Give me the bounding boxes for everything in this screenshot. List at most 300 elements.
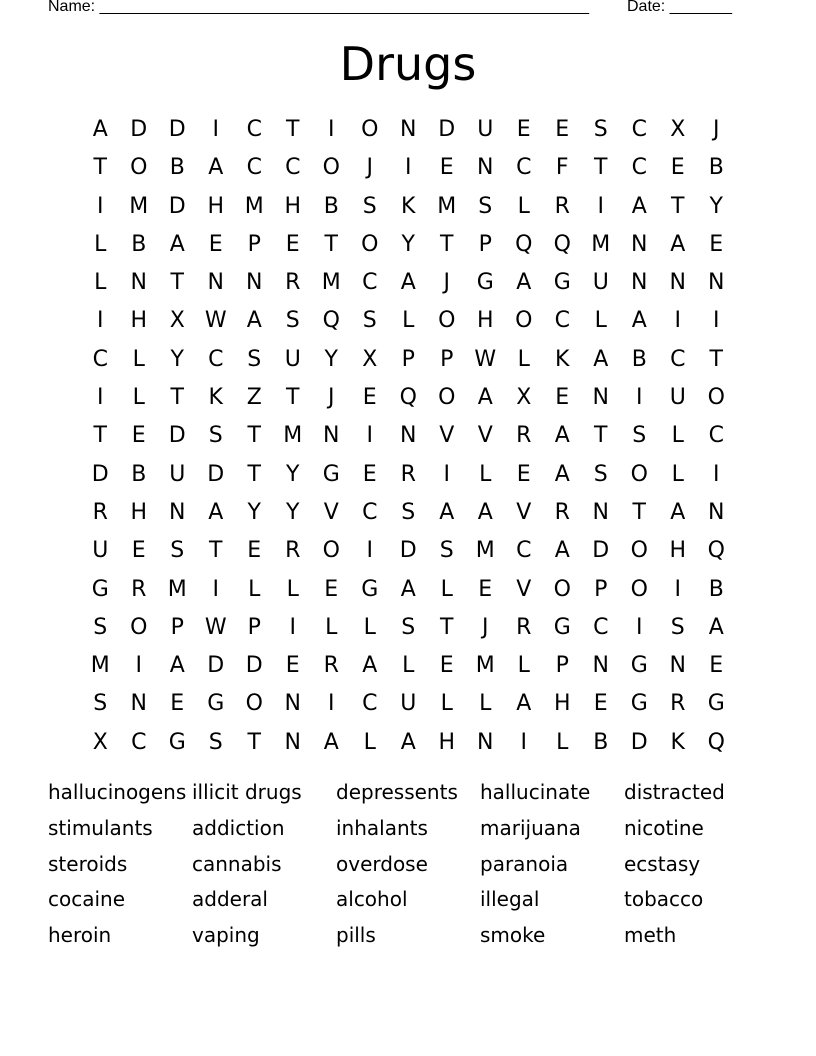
grid-letter: L — [363, 729, 376, 755]
grid-letter: Y — [401, 231, 415, 257]
grid-letter: I — [405, 155, 412, 181]
grid-letter: P — [555, 653, 569, 679]
grid-letter: J — [482, 614, 489, 640]
grid-letter: J — [713, 117, 720, 142]
grid-letter: X — [670, 117, 686, 142]
grid-letter: R — [285, 270, 301, 296]
grid-letter: O — [707, 385, 725, 411]
grid-letter: P — [401, 346, 415, 372]
grid-letter: A — [554, 461, 570, 487]
grid-letter: M — [90, 653, 110, 679]
grid-letter: C — [362, 270, 378, 296]
grid-letter: Z — [246, 385, 262, 411]
grid-letter: Y — [709, 193, 723, 219]
grid-letter: L — [517, 346, 530, 372]
grid-letter: H — [130, 499, 148, 525]
grid-letter: T — [324, 231, 338, 257]
word-list-item: vaping — [192, 923, 260, 948]
word-list-item: marijuana — [480, 815, 581, 840]
grid-letter: I — [713, 308, 720, 334]
grid-letter: I — [520, 729, 527, 755]
grid-letter: H — [284, 193, 302, 219]
grid-letter: S — [285, 308, 300, 334]
grid-letter: E — [439, 155, 454, 181]
grid-letter: A — [169, 231, 185, 257]
grid-letter: I — [97, 308, 104, 334]
grid-letter: D — [168, 193, 186, 219]
grid-letter: O — [630, 576, 648, 602]
grid-letter: L — [286, 576, 299, 602]
grid-letter: N — [592, 385, 609, 411]
grid-letter: W — [204, 308, 227, 334]
grid-letter: C — [516, 155, 532, 181]
grid-letter: D — [399, 538, 417, 564]
grid-letter: O — [130, 614, 148, 640]
word-list-item: paranoia — [480, 851, 569, 876]
grid-letter: S — [478, 193, 493, 219]
word-list-item: illegal — [480, 887, 540, 912]
grid-letter: A — [708, 614, 724, 640]
grid-letter: R — [131, 576, 147, 602]
word-list-item: hallucinogens — [48, 780, 187, 804]
grid-letter: T — [247, 729, 261, 755]
grid-letter: O — [322, 538, 340, 564]
grid-letter: A — [631, 308, 647, 334]
grid-letter: N — [169, 499, 186, 525]
grid-letter: C — [631, 117, 647, 142]
grid-letter: F — [555, 155, 569, 181]
grid-letter: G — [361, 576, 379, 602]
grid-letter: I — [328, 117, 335, 142]
word-list-item: distracted — [624, 780, 725, 804]
grid-letter: Y — [324, 346, 338, 372]
grid-letter: X — [516, 385, 532, 411]
grid-letter: O — [515, 308, 533, 334]
grid-letter: X — [362, 346, 378, 372]
grid-letter: C — [246, 117, 262, 142]
grid-letter: Y — [286, 461, 300, 487]
grid-letter: A — [516, 691, 532, 717]
grid-letter: S — [93, 614, 108, 640]
grid-letter: A — [477, 499, 493, 525]
grid-letter: N — [130, 270, 147, 296]
grid-letter: H — [669, 538, 687, 564]
grid-letter: T — [671, 193, 685, 219]
grid-letter: Q — [399, 385, 417, 411]
grid-letter: S — [439, 538, 454, 564]
word-list-item: stimulants — [48, 815, 153, 840]
grid-letter: J — [328, 385, 335, 411]
word-list-item: hallucinate — [480, 780, 591, 804]
grid-letter: S — [208, 423, 223, 449]
grid-letter: A — [400, 729, 416, 755]
grid-letter: D — [438, 117, 456, 142]
grid-letter: E — [170, 691, 185, 717]
grid-letter: G — [207, 691, 225, 717]
grid-letter: G — [476, 270, 494, 296]
grid-letter: E — [362, 385, 377, 411]
grid-letter: T — [709, 346, 723, 372]
grid-letter: S — [247, 346, 262, 372]
grid-letter: P — [478, 231, 492, 257]
grid-letter: I — [674, 576, 681, 602]
grid-letter: V — [516, 499, 532, 525]
grid-letter: E — [247, 538, 262, 564]
grid-letter: S — [593, 117, 608, 142]
grid-letter: I — [212, 576, 219, 602]
grid-letter: O — [630, 538, 648, 564]
grid-letter: R — [516, 614, 532, 640]
grid-letter: R — [400, 461, 416, 487]
grid-letter: A — [208, 155, 224, 181]
grid-letter: P — [170, 614, 184, 640]
grid-letter: N — [708, 270, 725, 296]
grid-letter: L — [479, 461, 492, 487]
grid-letter: D — [91, 461, 109, 487]
grid-letter: E — [362, 461, 377, 487]
grid-letter: X — [169, 308, 185, 334]
grid-letter: L — [517, 653, 530, 679]
word-list-item: illicit drugs — [192, 780, 302, 804]
grid-letter: M — [129, 193, 149, 219]
word-list-item: depressents — [336, 780, 458, 804]
grid-letter: I — [674, 308, 681, 334]
grid-letter: D — [630, 729, 648, 755]
grid-letter: A — [362, 653, 378, 679]
grid-letter: D — [207, 653, 225, 679]
word-list — [48, 775, 768, 954]
grid-letter: K — [670, 729, 685, 755]
grid-letter: T — [286, 117, 300, 142]
grid-letter: O — [630, 461, 648, 487]
grid-letter: L — [402, 653, 415, 679]
grid-letter: R — [516, 423, 532, 449]
grid-letter: B — [593, 729, 609, 755]
grid-letter: L — [440, 576, 453, 602]
grid-letter: A — [554, 538, 570, 564]
name-field: Name: _______________________________________________________ — [48, 0, 589, 15]
grid-letter: M — [437, 193, 457, 219]
grid-letter: N — [246, 270, 263, 296]
grid-letter: P — [594, 576, 608, 602]
grid-letter: C — [516, 538, 532, 564]
grid-letter: H — [476, 308, 494, 334]
grid-letter: C — [708, 423, 724, 449]
grid-letter: R — [323, 653, 339, 679]
grid-letter: T — [594, 423, 608, 449]
grid-letter: I — [636, 385, 643, 411]
grid-letter: A — [593, 346, 609, 372]
grid-letter: E — [208, 231, 223, 257]
date-field: Date: _______ — [627, 0, 732, 15]
grid-letter: D — [592, 538, 610, 564]
grid-letter: I — [597, 193, 604, 219]
grid-letter: C — [246, 155, 262, 181]
grid-letter: P — [440, 346, 454, 372]
grid-letter: K — [401, 193, 416, 219]
grid-letter: B — [708, 155, 724, 181]
grid-letter: T — [170, 385, 184, 411]
grid-letter: V — [516, 576, 532, 602]
grid-letter: S — [170, 538, 185, 564]
grid-letter: A — [670, 499, 686, 525]
grid-letter: O — [438, 385, 456, 411]
grid-letter: N — [400, 423, 417, 449]
grid-letter: N — [130, 691, 147, 717]
grid-letter: C — [362, 691, 378, 717]
word-list-item: meth — [624, 923, 677, 948]
grid-letter: R — [92, 499, 108, 525]
grid-letter: A — [554, 423, 570, 449]
grid-letter: I — [97, 385, 104, 411]
grid-letter: W — [474, 346, 497, 372]
grid-letter: O — [322, 155, 340, 181]
grid-letter: G — [630, 653, 648, 679]
grid-letter: A — [169, 653, 185, 679]
grid-letter: D — [168, 423, 186, 449]
grid-letter: C — [631, 155, 647, 181]
grid-letter: I — [289, 614, 296, 640]
grid-letter: C — [208, 346, 224, 372]
grid-letter: E — [516, 461, 531, 487]
grid-letter: B — [131, 461, 147, 487]
grid-letter: O — [553, 576, 571, 602]
letter-grid — [81, 111, 736, 762]
grid-letter: E — [709, 231, 724, 257]
grid-letter: U — [284, 346, 301, 372]
grid-letter: S — [362, 308, 377, 334]
grid-letter: O — [245, 691, 263, 717]
word-list-item: addiction — [192, 815, 285, 840]
grid-letter: L — [556, 729, 569, 755]
grid-letter: A — [670, 231, 686, 257]
grid-letter: H — [130, 308, 148, 334]
grid-letter: V — [439, 423, 455, 449]
word-list-item: smoke — [480, 923, 546, 948]
grid-letter: S — [401, 499, 416, 525]
grid-letter: A — [516, 270, 532, 296]
grid-letter: L — [363, 614, 376, 640]
grid-letter: Q — [515, 231, 533, 257]
grid-letter: S — [670, 614, 685, 640]
grid-letter: B — [631, 346, 647, 372]
grid-letter: A — [208, 499, 224, 525]
grid-letter: X — [92, 729, 108, 755]
grid-letter: I — [636, 614, 643, 640]
grid-letter: G — [707, 691, 725, 717]
grid-letter: O — [438, 308, 456, 334]
grid-letter: M — [283, 423, 303, 449]
word-list-item: overdose — [336, 851, 428, 876]
grid-letter: I — [366, 423, 373, 449]
grid-letter: E — [131, 538, 146, 564]
word-list-item: cocaine — [48, 887, 126, 912]
grid-letter: U — [400, 691, 417, 717]
grid-letter: C — [362, 499, 378, 525]
grid-letter: Q — [707, 538, 725, 564]
grid-letter: N — [631, 270, 648, 296]
grid-letter: M — [591, 231, 611, 257]
grid-letter: D — [130, 117, 148, 142]
grid-letter: J — [366, 155, 373, 181]
grid-letter: E — [670, 155, 685, 181]
word-list-item: ecstasy — [624, 851, 701, 876]
grid-letter: U — [169, 461, 186, 487]
word-list-item: nicotine — [624, 815, 704, 840]
grid-letter: R — [554, 193, 570, 219]
grid-letter: L — [517, 193, 530, 219]
grid-letter: A — [400, 270, 416, 296]
grid-letter: B — [131, 231, 147, 257]
word-list-item: alcohol — [336, 887, 408, 912]
grid-letter: T — [440, 614, 454, 640]
grid-letter: N — [207, 270, 224, 296]
grid-letter: S — [93, 691, 108, 717]
grid-letter: M — [475, 653, 495, 679]
grid-letter: L — [248, 576, 261, 602]
grid-letter: T — [286, 385, 300, 411]
grid-letter: A — [439, 499, 455, 525]
grid-letter: E — [516, 117, 531, 142]
grid-letter: E — [555, 117, 570, 142]
grid-letter: L — [132, 385, 145, 411]
grid-letter: E — [709, 653, 724, 679]
grid-letter: L — [671, 423, 684, 449]
grid-letter: H — [438, 729, 456, 755]
grid-letter: N — [592, 499, 609, 525]
grid-letter: U — [592, 270, 609, 296]
grid-letter: S — [593, 461, 608, 487]
grid-letter: L — [671, 461, 684, 487]
grid-letter: P — [247, 614, 261, 640]
grid-letter: O — [130, 155, 148, 181]
grid-letter: G — [322, 461, 340, 487]
grid-letter: N — [400, 117, 417, 142]
grid-letter: P — [247, 231, 261, 257]
grid-letter: T — [93, 423, 107, 449]
grid-letter: L — [440, 691, 453, 717]
grid-letter: D — [168, 117, 186, 142]
grid-letter: M — [475, 538, 495, 564]
grid-letter: K — [208, 385, 223, 411]
grid-letter: R — [670, 691, 686, 717]
word-list-item: inhalants — [336, 815, 428, 840]
grid-letter: B — [323, 193, 339, 219]
grid-letter: U — [92, 538, 109, 564]
grid-letter: W — [204, 614, 227, 640]
grid-letter: G — [553, 270, 571, 296]
grid-letter: V — [323, 499, 339, 525]
grid-letter: G — [630, 691, 648, 717]
grid-letter: L — [594, 308, 607, 334]
grid-letter: T — [440, 231, 454, 257]
grid-letter: N — [477, 729, 494, 755]
grid-letter: Q — [322, 308, 340, 334]
grid-letter: C — [131, 729, 147, 755]
grid-letter: E — [555, 385, 570, 411]
grid-letter: C — [92, 346, 108, 372]
grid-letter: N — [592, 653, 609, 679]
grid-letter: Y — [247, 499, 261, 525]
grid-letter: I — [366, 538, 373, 564]
page-title: Drugs — [339, 37, 477, 91]
grid-letter: A — [400, 576, 416, 602]
grid-letter: R — [285, 538, 301, 564]
grid-letter: S — [401, 614, 416, 640]
grid-letter: T — [632, 499, 646, 525]
grid-letter: B — [708, 576, 724, 602]
grid-letter: L — [479, 691, 492, 717]
word-list-item: steroids — [48, 851, 128, 876]
grid-letter: L — [94, 231, 107, 257]
grid-letter: B — [169, 155, 185, 181]
grid-letter: K — [555, 346, 570, 372]
grid-letter: I — [443, 461, 450, 487]
grid-letter: T — [247, 423, 261, 449]
grid-letter: L — [94, 270, 107, 296]
grid-letter: D — [245, 653, 263, 679]
grid-letter: T — [170, 270, 184, 296]
grid-letter: C — [285, 155, 301, 181]
grid-letter: I — [713, 461, 720, 487]
grid-letter: Q — [553, 231, 571, 257]
grid-letter: T — [247, 461, 261, 487]
grid-letter: S — [362, 193, 377, 219]
grid-letter: N — [323, 423, 340, 449]
grid-letter: G — [168, 729, 186, 755]
grid-letter: T — [209, 538, 223, 564]
grid-letter: S — [632, 423, 647, 449]
grid-letter: A — [246, 308, 262, 334]
grid-letter: V — [477, 423, 493, 449]
grid-letter: T — [594, 155, 608, 181]
grid-letter: L — [325, 614, 338, 640]
grid-letter: I — [328, 691, 335, 717]
grid-letter: E — [478, 576, 493, 602]
grid-letter: M — [244, 193, 264, 219]
grid-letter: U — [669, 385, 686, 411]
grid-letter: D — [207, 461, 225, 487]
word-list-item: heroin — [48, 923, 112, 948]
grid-letter: M — [167, 576, 187, 602]
grid-letter: E — [131, 423, 146, 449]
grid-letter: S — [208, 729, 223, 755]
grid-letter: N — [708, 499, 725, 525]
grid-letter: I — [135, 653, 142, 679]
grid-letter: E — [324, 576, 339, 602]
grid-letter: I — [212, 117, 219, 142]
grid-letter: Y — [170, 346, 184, 372]
grid-letter: T — [93, 155, 107, 181]
grid-letter: Q — [707, 729, 725, 755]
grid-letter: L — [132, 346, 145, 372]
grid-letter: E — [439, 653, 454, 679]
header — [48, 0, 748, 18]
grid-letter: N — [669, 270, 686, 296]
grid-letter: H — [553, 691, 571, 717]
grid-letter: C — [670, 346, 686, 372]
grid-letter: I — [97, 193, 104, 219]
grid-letter: E — [593, 691, 608, 717]
grid-letter: M — [321, 270, 341, 296]
word-list-item: cannabis — [192, 851, 282, 876]
grid-letter: R — [554, 499, 570, 525]
grid-letter: O — [361, 231, 379, 257]
grid-letter: N — [477, 155, 494, 181]
grid-letter: C — [554, 308, 570, 334]
word-list-item: pills — [336, 923, 376, 948]
grid-letter: C — [593, 614, 609, 640]
